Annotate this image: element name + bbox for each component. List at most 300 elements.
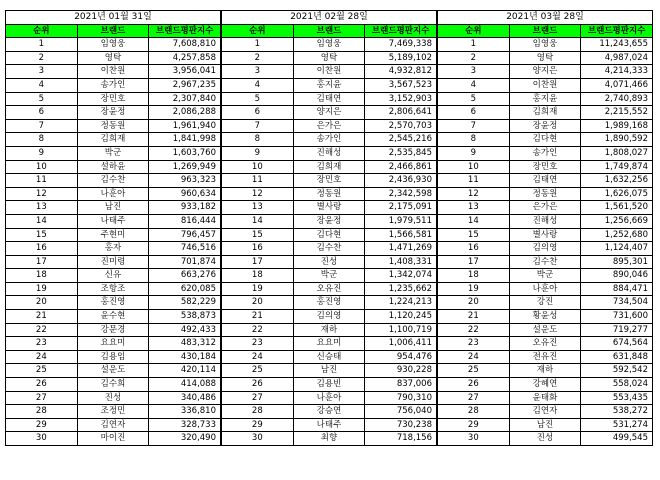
rank-header: 순위 (222, 24, 294, 38)
table-row (6, 337, 221, 351)
index-cell: 1,269,949 (149, 160, 221, 174)
rank-cell: 23 (438, 337, 510, 351)
rank-cell: 12 (222, 187, 294, 201)
index-cell: 2,086,288 (149, 106, 221, 120)
rank-cell: 21 (438, 310, 510, 324)
ranking-table (221, 10, 437, 446)
brand-cell: 장민호 (77, 92, 149, 106)
index-cell: 1,252,680 (581, 228, 653, 242)
table-row (438, 51, 653, 65)
index-cell: 674,564 (581, 337, 653, 351)
index-cell: 2,570,703 (365, 119, 437, 133)
index-cell: 1,989,168 (581, 119, 653, 133)
brand-cell: 양지은 (293, 106, 365, 120)
rank-cell: 20 (6, 296, 78, 310)
table-row (438, 364, 653, 378)
rank-cell: 28 (438, 405, 510, 419)
brand-cell: 신유 (77, 269, 149, 283)
index-cell: 2,342,598 (365, 187, 437, 201)
rank-cell: 25 (6, 364, 78, 378)
index-cell: 1,124,407 (581, 242, 653, 256)
brand-cell: 홍지윤 (293, 78, 365, 92)
table-header-row (222, 24, 437, 38)
table-row (438, 65, 653, 79)
index-cell: 663,276 (149, 269, 221, 283)
index-cell: 1,890,592 (581, 133, 653, 147)
rank-cell: 9 (438, 146, 510, 160)
index-cell: 340,486 (149, 391, 221, 405)
rank-cell: 30 (6, 432, 78, 446)
index-cell: 2,967,235 (149, 78, 221, 92)
brand-cell: 홍진영 (77, 296, 149, 310)
index-cell: 483,312 (149, 337, 221, 351)
brand-cell: 김희재 (293, 160, 365, 174)
table-row (222, 418, 437, 432)
index-cell: 414,088 (149, 378, 221, 392)
table-row (222, 133, 437, 147)
table-date-row (222, 11, 437, 25)
index-cell: 320,490 (149, 432, 221, 446)
rank-cell: 8 (222, 133, 294, 147)
brand-cell: 임영웅 (293, 38, 365, 52)
index-cell: 592,542 (581, 364, 653, 378)
brand-cell: 오유진 (293, 282, 365, 296)
brand-cell: 별사랑 (293, 201, 365, 215)
table-row (438, 146, 653, 160)
brand-cell: 진성 (77, 391, 149, 405)
table-row (438, 418, 653, 432)
table-row (6, 323, 221, 337)
brand-cell: 김연자 (509, 405, 581, 419)
rank-cell: 9 (6, 146, 78, 160)
index-cell: 1,235,662 (365, 282, 437, 296)
rank-cell: 16 (222, 242, 294, 256)
brand-cell: 진미령 (77, 255, 149, 269)
index-cell: 816,444 (149, 214, 221, 228)
rank-cell: 15 (438, 228, 510, 242)
table-row (6, 38, 221, 52)
rank-cell: 11 (6, 174, 78, 188)
table-row (6, 146, 221, 160)
table-row (6, 269, 221, 283)
index-cell: 790,310 (365, 391, 437, 405)
table-row (438, 214, 653, 228)
table-row (222, 364, 437, 378)
index-cell: 4,214,333 (581, 65, 653, 79)
brand-cell: 장윤정 (293, 214, 365, 228)
brand-cell: 송가인 (509, 146, 581, 160)
index-cell: 538,873 (149, 310, 221, 324)
index-cell: 837,006 (365, 378, 437, 392)
table-row (6, 405, 221, 419)
brand-cell: 별사랑 (509, 228, 581, 242)
rank-cell: 8 (6, 133, 78, 147)
rank-cell: 22 (438, 323, 510, 337)
index-cell: 1,566,581 (365, 228, 437, 242)
index-cell: 895,301 (581, 255, 653, 269)
rank-cell: 3 (6, 65, 78, 79)
rank-cell: 2 (6, 51, 78, 65)
table-row (222, 282, 437, 296)
ranking-table (437, 10, 653, 446)
table-row (222, 378, 437, 392)
index-cell: 582,229 (149, 296, 221, 310)
ranking-panel (221, 10, 437, 446)
index-cell: 2,307,840 (149, 92, 221, 106)
rank-cell: 16 (6, 242, 78, 256)
brand-cell: 이찬원 (77, 65, 149, 79)
rank-cell: 15 (222, 228, 294, 242)
brand-cell: 장민호 (509, 160, 581, 174)
index-cell: 756,040 (365, 405, 437, 419)
index-cell: 1,626,075 (581, 187, 653, 201)
brand-cell: 박군 (509, 269, 581, 283)
rank-cell: 1 (6, 38, 78, 52)
rank-cell: 13 (222, 201, 294, 215)
brand-cell: 나훈아 (77, 187, 149, 201)
table-row (438, 92, 653, 106)
table-header-row (6, 24, 221, 38)
table-row (6, 242, 221, 256)
table-row (222, 106, 437, 120)
table-row (6, 214, 221, 228)
brand-cell: 정동원 (77, 119, 149, 133)
index-cell: 492,433 (149, 323, 221, 337)
table-row (222, 65, 437, 79)
rank-cell: 24 (6, 350, 78, 364)
rank-cell: 4 (6, 78, 78, 92)
brand-cell: 재하 (293, 323, 365, 337)
rank-cell: 25 (438, 364, 510, 378)
index-cell: 420,114 (149, 364, 221, 378)
index-cell: 1,408,331 (365, 255, 437, 269)
rank-cell: 17 (6, 255, 78, 269)
rank-cell: 22 (222, 323, 294, 337)
rank-cell: 21 (6, 310, 78, 324)
index-cell: 963,323 (149, 174, 221, 188)
index-cell: 701,874 (149, 255, 221, 269)
brand-cell: 주현미 (77, 228, 149, 242)
brand-cell: 김용임 (77, 350, 149, 364)
table-row (438, 38, 653, 52)
table-date: 2021년 03월 28일 (438, 11, 653, 25)
brand-cell: 요요미 (293, 337, 365, 351)
brand-cell: 송가인 (77, 78, 149, 92)
table-row (438, 228, 653, 242)
brand-cell: 나태주 (77, 214, 149, 228)
index-cell: 631,848 (581, 350, 653, 364)
table-row (222, 160, 437, 174)
brand-cell: 이찬원 (293, 65, 365, 79)
brand-cell: 나훈아 (509, 282, 581, 296)
brand-cell: 홍자 (77, 242, 149, 256)
brand-cell: 양지은 (509, 65, 581, 79)
rank-cell: 7 (438, 119, 510, 133)
table-row (6, 78, 221, 92)
table-row (438, 187, 653, 201)
rank-cell: 26 (222, 378, 294, 392)
brand-cell: 김용빈 (293, 378, 365, 392)
brand-cell: 김태연 (509, 174, 581, 188)
table-row (438, 323, 653, 337)
table-row (222, 146, 437, 160)
brand-cell: 김다현 (293, 228, 365, 242)
brand-cell: 이찬원 (509, 78, 581, 92)
rank-cell: 4 (438, 78, 510, 92)
table-row (222, 391, 437, 405)
brand-cell: 전유진 (509, 350, 581, 364)
rank-cell: 10 (222, 160, 294, 174)
rank-cell: 5 (222, 92, 294, 106)
brand-cell: 윤태화 (509, 391, 581, 405)
table-row (6, 350, 221, 364)
rank-cell: 23 (6, 337, 78, 351)
table-row (6, 282, 221, 296)
table-row (438, 432, 653, 446)
table-row (438, 282, 653, 296)
index-cell: 336,810 (149, 405, 221, 419)
rank-cell: 19 (438, 282, 510, 296)
rank-cell: 7 (6, 119, 78, 133)
rank-cell: 20 (222, 296, 294, 310)
index-cell: 1,979,511 (365, 214, 437, 228)
rank-cell: 3 (438, 65, 510, 79)
rank-cell: 27 (438, 391, 510, 405)
table-row (222, 187, 437, 201)
index-cell: 1,256,669 (581, 214, 653, 228)
index-cell: 930,228 (365, 364, 437, 378)
table-row (6, 228, 221, 242)
index-cell: 538,272 (581, 405, 653, 419)
index-cell: 1,100,719 (365, 323, 437, 337)
table-row (438, 296, 653, 310)
index-cell: 430,184 (149, 350, 221, 364)
brand-cell: 신승태 (293, 350, 365, 364)
table-row (438, 133, 653, 147)
index-cell: 1,749,874 (581, 160, 653, 174)
brand-cell: 장윤정 (77, 106, 149, 120)
index-cell: 2,175,091 (365, 201, 437, 215)
rank-cell: 28 (6, 405, 78, 419)
brand-cell: 강진 (509, 296, 581, 310)
rank-cell: 29 (438, 418, 510, 432)
brand-cell: 마이진 (77, 432, 149, 446)
brand-cell: 황윤성 (509, 310, 581, 324)
brand-cell: 진성 (293, 255, 365, 269)
index-cell: 499,545 (581, 432, 653, 446)
brand-cell: 김태연 (293, 92, 365, 106)
brand-cell: 홍진영 (293, 296, 365, 310)
index-cell: 1,561,520 (581, 201, 653, 215)
brand-cell: 남진 (293, 364, 365, 378)
index-cell: 2,215,552 (581, 106, 653, 120)
table-row (438, 310, 653, 324)
rank-cell: 6 (438, 106, 510, 120)
rank-cell: 5 (6, 92, 78, 106)
brand-cell: 정동원 (509, 187, 581, 201)
brand-cell: 김다현 (509, 133, 581, 147)
index-header: 브랜드평판지수 (581, 24, 653, 38)
table-row (438, 201, 653, 215)
rank-cell: 22 (6, 323, 78, 337)
table-row (6, 378, 221, 392)
rank-cell: 29 (6, 418, 78, 432)
brand-cell: 남진 (77, 201, 149, 215)
table-row (438, 119, 653, 133)
rank-cell: 27 (222, 391, 294, 405)
index-cell: 730,238 (365, 418, 437, 432)
brand-header: 브랜드 (509, 24, 581, 38)
index-cell: 1,006,411 (365, 337, 437, 351)
brand-cell: 임영웅 (509, 38, 581, 52)
table-row (222, 38, 437, 52)
rank-cell: 6 (222, 106, 294, 120)
rank-cell: 11 (222, 174, 294, 188)
table-row (6, 418, 221, 432)
brand-header: 브랜드 (77, 24, 149, 38)
rank-cell: 9 (222, 146, 294, 160)
rank-cell: 25 (222, 364, 294, 378)
brand-cell: 남진 (509, 418, 581, 432)
index-cell: 734,504 (581, 296, 653, 310)
index-cell: 7,469,338 (365, 38, 437, 52)
table-row (6, 255, 221, 269)
table-row (438, 337, 653, 351)
table-row (438, 106, 653, 120)
brand-cell: 영탁 (77, 51, 149, 65)
rank-cell: 1 (438, 38, 510, 52)
brand-cell: 나태주 (293, 418, 365, 432)
brand-reputation-tables (5, 10, 653, 446)
table-row (222, 214, 437, 228)
brand-cell: 홍지윤 (509, 92, 581, 106)
brand-cell: 진해성 (509, 214, 581, 228)
index-cell: 4,987,024 (581, 51, 653, 65)
brand-cell: 은가은 (293, 119, 365, 133)
brand-cell: 장민호 (293, 174, 365, 188)
table-row (438, 174, 653, 188)
brand-cell: 설하윤 (77, 160, 149, 174)
rank-cell: 8 (438, 133, 510, 147)
brand-cell: 영탁 (509, 51, 581, 65)
brand-cell: 설운도 (77, 364, 149, 378)
brand-cell: 조정민 (77, 405, 149, 419)
index-cell: 4,932,812 (365, 65, 437, 79)
index-cell: 328,733 (149, 418, 221, 432)
index-cell: 718,156 (365, 432, 437, 446)
rank-cell: 11 (438, 174, 510, 188)
brand-cell: 강혜연 (509, 378, 581, 392)
rank-cell: 15 (6, 228, 78, 242)
rank-cell: 20 (438, 296, 510, 310)
rank-cell: 7 (222, 119, 294, 133)
brand-cell: 재하 (509, 364, 581, 378)
ranking-panel (437, 10, 653, 446)
rank-cell: 18 (222, 269, 294, 283)
rank-cell: 21 (222, 310, 294, 324)
index-header: 브랜드평판지수 (365, 24, 437, 38)
rank-cell: 19 (6, 282, 78, 296)
index-cell: 890,046 (581, 269, 653, 283)
index-cell: 746,516 (149, 242, 221, 256)
rank-cell: 3 (222, 65, 294, 79)
index-cell: 2,806,641 (365, 106, 437, 120)
table-row (6, 65, 221, 79)
index-cell: 3,567,523 (365, 78, 437, 92)
table-row (6, 106, 221, 120)
rank-cell: 6 (6, 106, 78, 120)
rank-cell: 18 (438, 269, 510, 283)
index-cell: 553,435 (581, 391, 653, 405)
table-row (438, 350, 653, 364)
rank-cell: 17 (438, 255, 510, 269)
table-row (438, 78, 653, 92)
table-row (222, 255, 437, 269)
ranking-table (5, 10, 221, 446)
rank-cell: 27 (6, 391, 78, 405)
rank-cell: 13 (438, 201, 510, 215)
brand-cell: 김수희 (77, 378, 149, 392)
table-date: 2021년 01월 31일 (6, 11, 221, 25)
index-cell: 2,740,893 (581, 92, 653, 106)
index-cell: 2,466,861 (365, 160, 437, 174)
rank-cell: 28 (222, 405, 294, 419)
table-row (6, 432, 221, 446)
index-cell: 1,224,213 (365, 296, 437, 310)
index-cell: 960,634 (149, 187, 221, 201)
table-row (438, 269, 653, 283)
brand-cell: 오유진 (509, 337, 581, 351)
rank-cell: 12 (438, 187, 510, 201)
brand-header: 브랜드 (293, 24, 365, 38)
brand-cell: 요요미 (77, 337, 149, 351)
rank-cell: 2 (438, 51, 510, 65)
index-cell: 5,189,102 (365, 51, 437, 65)
brand-cell: 윤수현 (77, 310, 149, 324)
brand-cell: 박군 (77, 146, 149, 160)
brand-cell: 나훈아 (293, 391, 365, 405)
table-row (222, 310, 437, 324)
brand-cell: 정동원 (293, 187, 365, 201)
index-cell: 558,024 (581, 378, 653, 392)
brand-cell: 설운도 (509, 323, 581, 337)
rank-header: 순위 (6, 24, 78, 38)
rank-cell: 14 (222, 214, 294, 228)
brand-cell: 조항조 (77, 282, 149, 296)
brand-cell: 김희재 (77, 133, 149, 147)
index-cell: 1,808,027 (581, 146, 653, 160)
rank-cell: 26 (6, 378, 78, 392)
table-row (222, 174, 437, 188)
brand-cell: 임영웅 (77, 38, 149, 52)
index-cell: 531,274 (581, 418, 653, 432)
index-cell: 1,471,269 (365, 242, 437, 256)
rank-cell: 14 (6, 214, 78, 228)
table-date: 2021년 02월 28일 (222, 11, 437, 25)
table-row (222, 119, 437, 133)
brand-cell: 최향 (293, 432, 365, 446)
rank-cell: 2 (222, 51, 294, 65)
brand-cell: 김희재 (509, 106, 581, 120)
rank-cell: 1 (222, 38, 294, 52)
index-cell: 2,535,845 (365, 146, 437, 160)
rank-cell: 17 (222, 255, 294, 269)
rank-header: 순위 (438, 24, 510, 38)
table-row (6, 174, 221, 188)
index-cell: 2,545,216 (365, 133, 437, 147)
index-cell: 4,257,858 (149, 51, 221, 65)
brand-cell: 박군 (293, 269, 365, 283)
